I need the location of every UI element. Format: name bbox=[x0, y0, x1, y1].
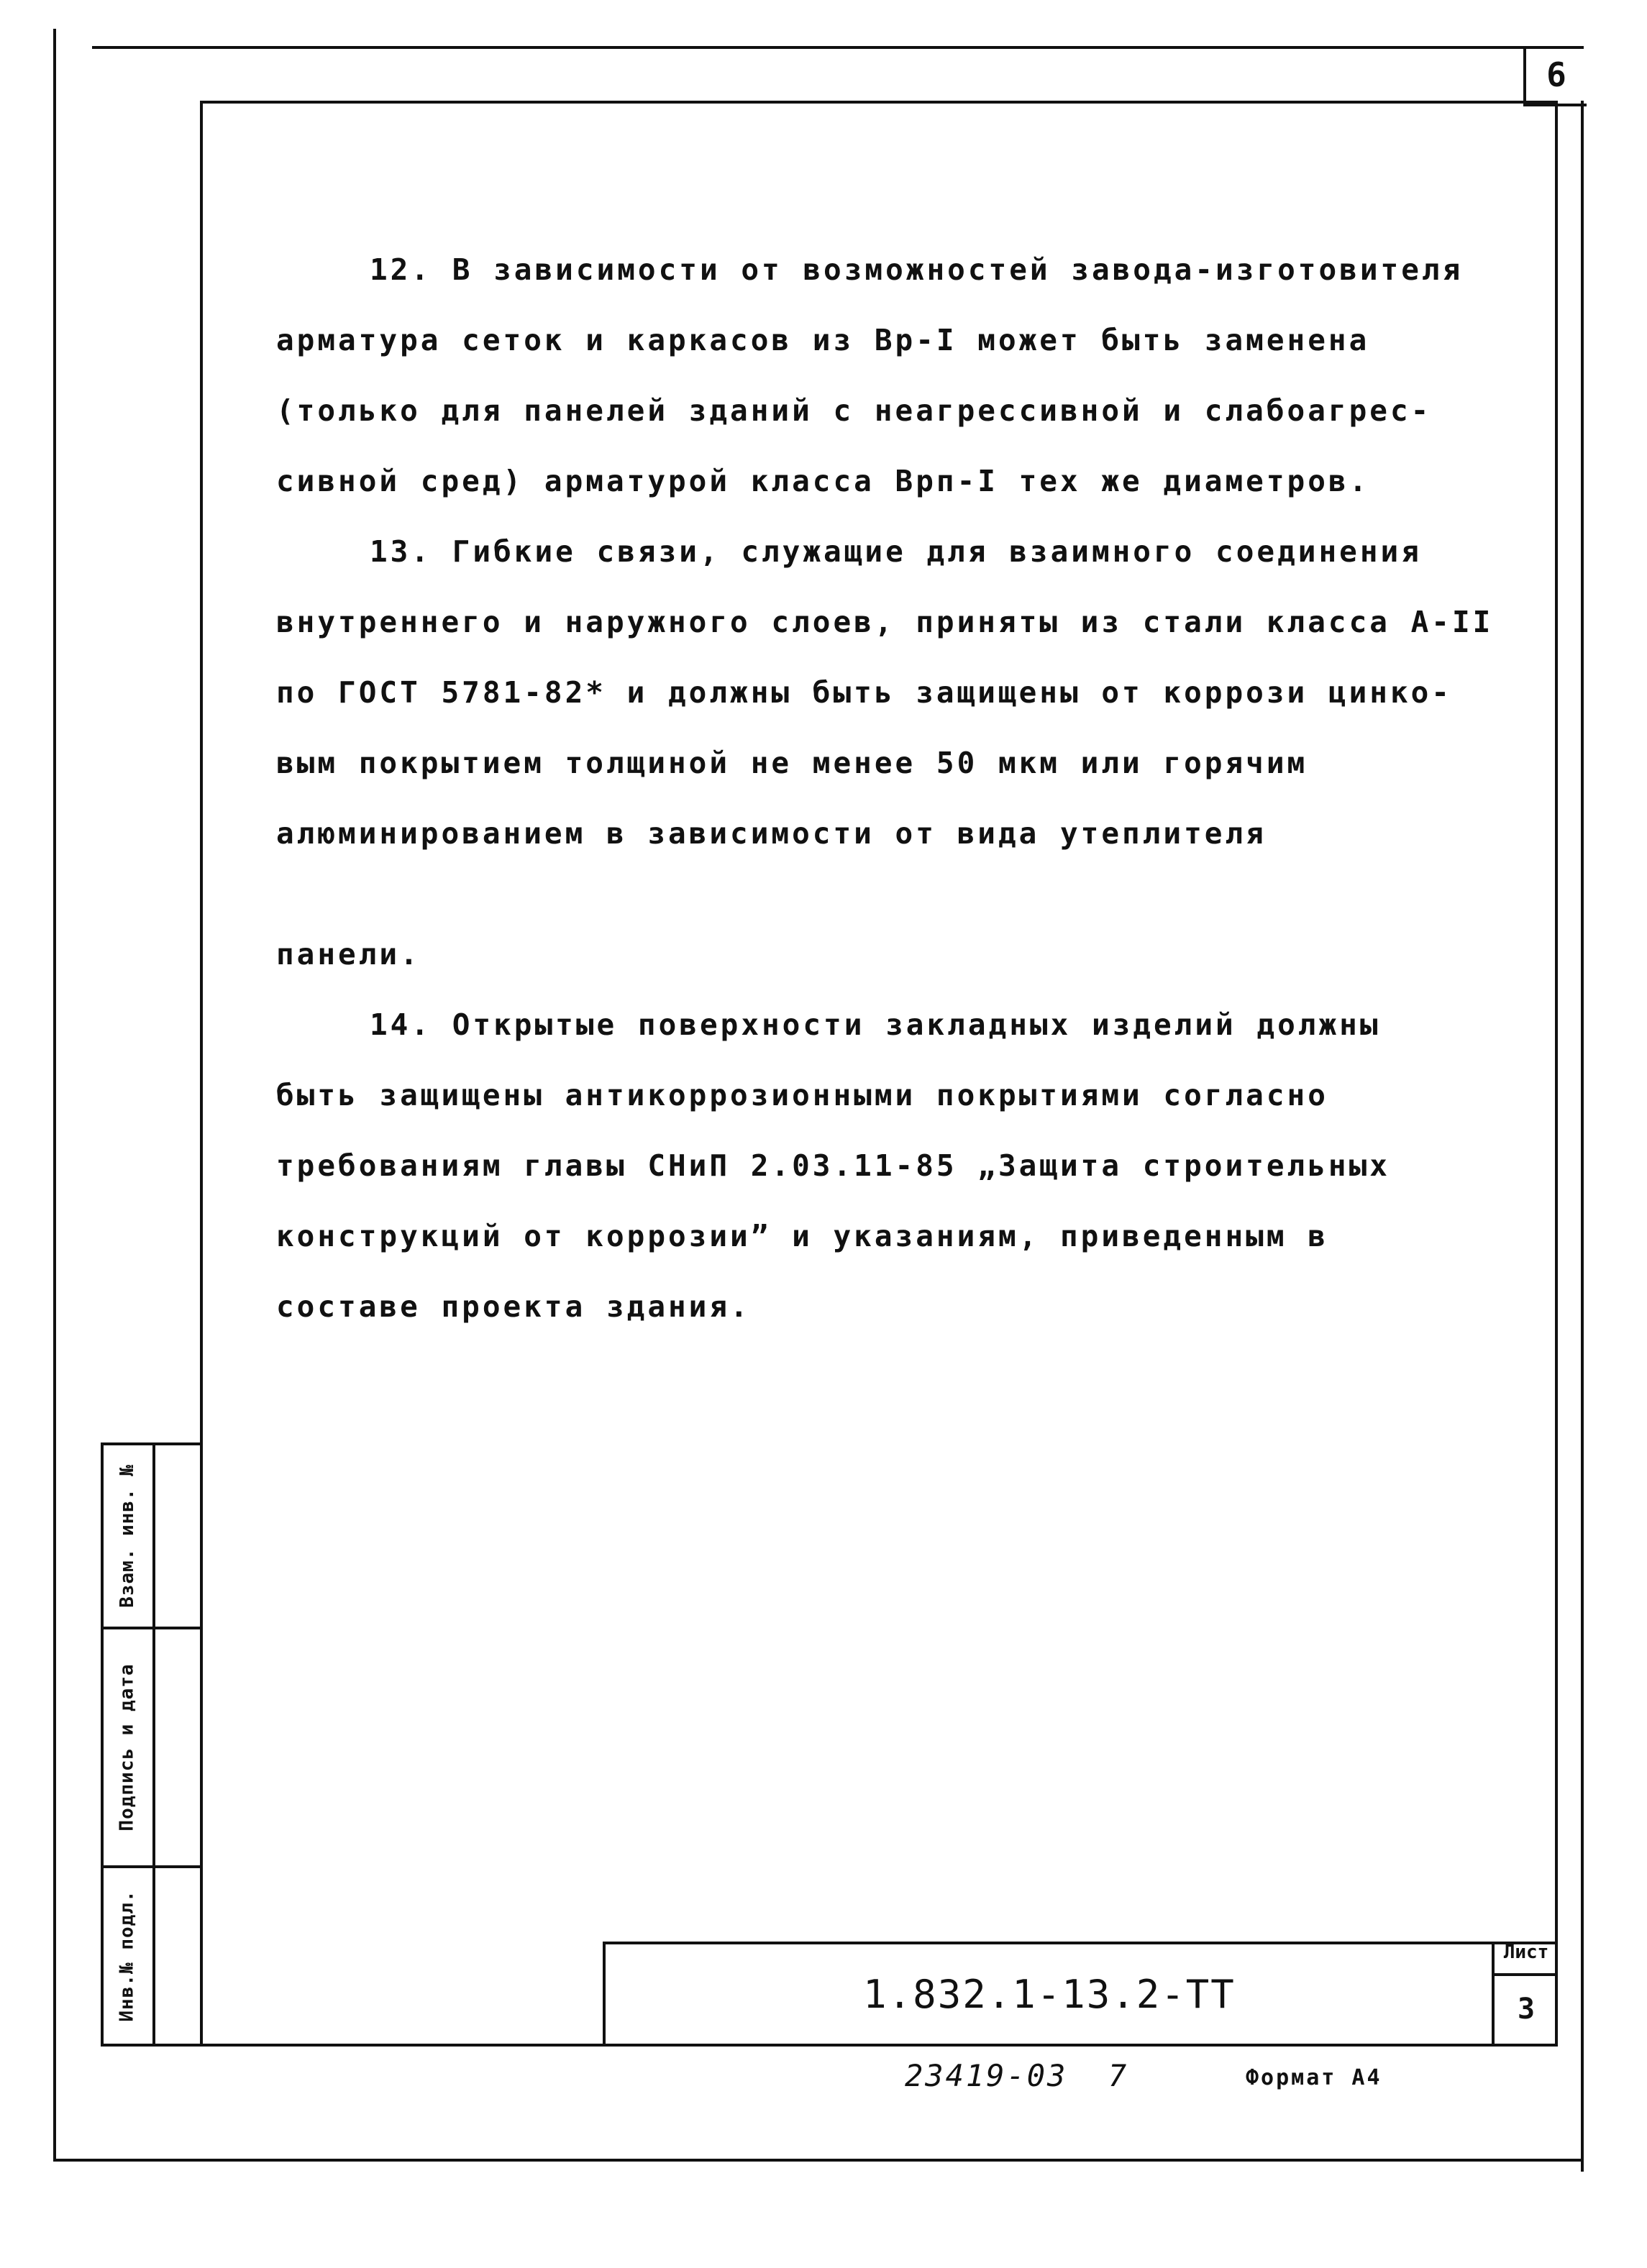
inner-frame-top bbox=[200, 101, 1558, 104]
inner-frame-left bbox=[200, 101, 203, 2047]
p12-line-2: арматура сеток и каркасов из Вр-I может быть заменена bbox=[276, 323, 1370, 357]
sheet-label: Лист bbox=[1503, 1942, 1549, 1963]
p14-line-5: составе проекта здания. bbox=[276, 1289, 751, 1324]
p14-line-2: быть защищены антикоррозионными покрытиями согласно bbox=[276, 1078, 1328, 1112]
stamp-vzam-inv: Взам. инв. № bbox=[117, 1464, 138, 1608]
p14-line-1: 14. Открытые поверхности закладных изделий должны bbox=[370, 1007, 1381, 1042]
p12-line-3: (только для панелей зданий с неагрессивной и слабоагрес- bbox=[276, 393, 1432, 428]
p13-line-2: внутреннего и наружного слоев, приняты из стали класса А-II bbox=[276, 605, 1494, 639]
inventory-number: 23419-03 7 bbox=[905, 2058, 1129, 2093]
frame-right-line bbox=[1581, 101, 1584, 2172]
frame-left-margin-line bbox=[53, 29, 56, 2160]
p13-line-3: по ГОСТ 5781-82* и должны быть защищены от коррози цинко- bbox=[276, 675, 1452, 710]
paper-format: Формат А4 bbox=[1246, 2065, 1382, 2090]
frame-top-line bbox=[92, 46, 1584, 49]
p12-line-1: 12. В зависимости от возможностей завода-изготовителя bbox=[370, 252, 1464, 287]
body-text bbox=[276, 234, 1499, 1342]
page-number: 6 bbox=[1523, 46, 1587, 106]
p13-line-6: панели. bbox=[276, 937, 421, 971]
stamp-inv-no-podl: Инв.№ подл. bbox=[117, 1890, 138, 2022]
inner-frame-right bbox=[1555, 101, 1558, 2047]
title-block-left bbox=[603, 1942, 606, 2047]
document-code: 1.832.1-13.2-ТТ bbox=[863, 1971, 1236, 2017]
p13-line-5: алюминированием в зависимости от вида утеплителя bbox=[276, 816, 1267, 851]
stamp-signature-date: Подпись и дата bbox=[117, 1663, 138, 1832]
p13-line-1: 13. Гибкие связи, служащие для взаимного соединения bbox=[370, 534, 1422, 569]
sheet-number: 3 bbox=[1517, 1993, 1536, 2026]
frame-bottom-line bbox=[53, 2159, 1584, 2162]
p12-line-4: сивной сред) арматурой класса Врп-I тех же диаметров. bbox=[276, 464, 1370, 498]
p14-line-4: конструкций от коррозии” и указаниям, приведенным в bbox=[276, 1219, 1328, 1253]
p14-line-3: требованиям главы СНиП 2.03.11-85 „Защита строительных bbox=[276, 1148, 1390, 1183]
p13-line-4: вым покрытием толщиной не менее 50 мкм или горячим bbox=[276, 746, 1308, 780]
